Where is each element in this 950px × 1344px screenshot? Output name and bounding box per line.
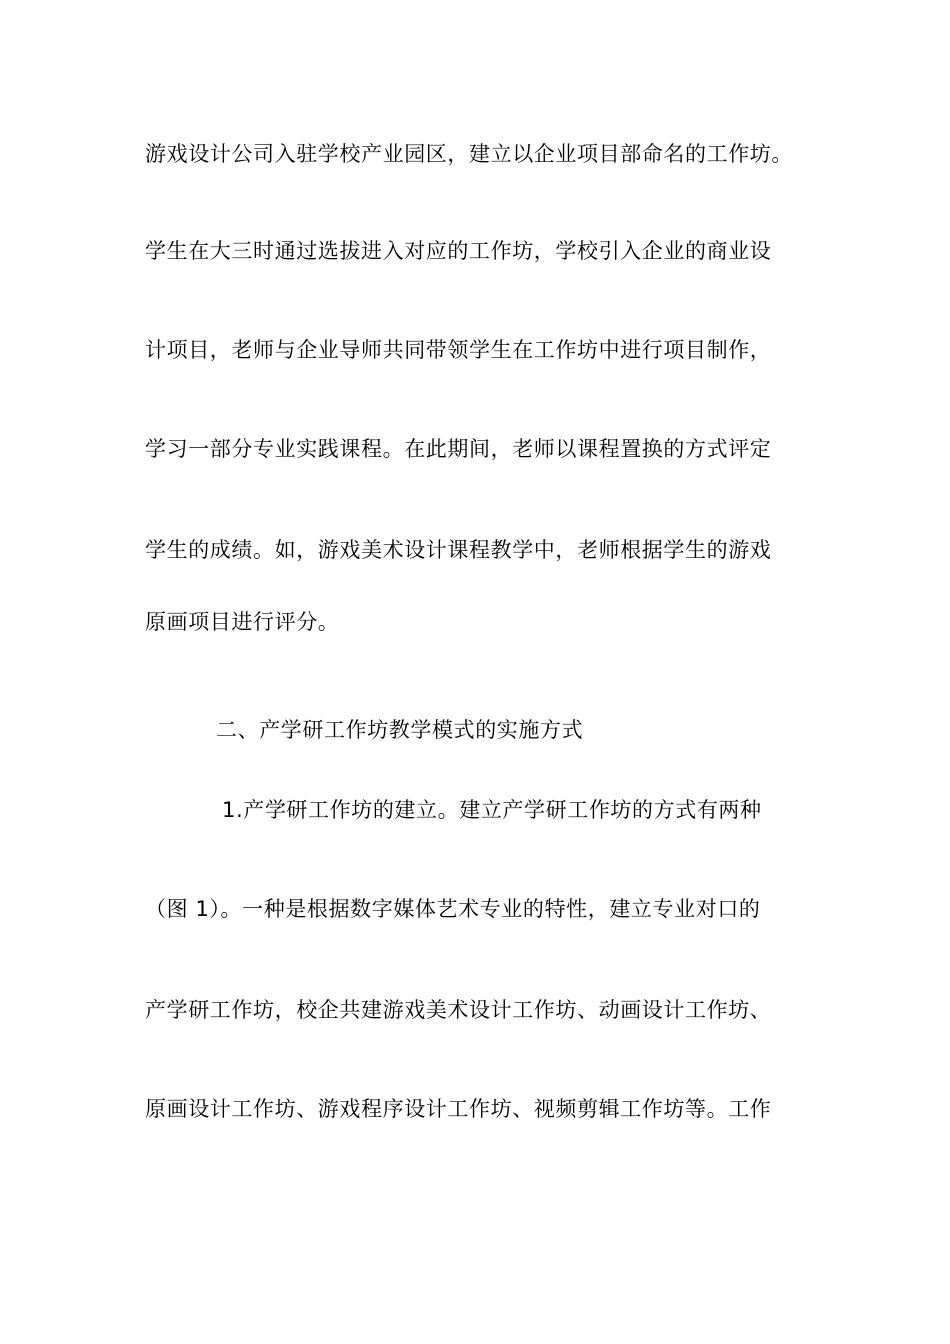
paragraph-line: 计项目，老师与企业导师共同带领学生在工作坊中进行项目制作， [145,338,772,362]
section-heading: 二、产学研工作坊教学模式的实施方式 [216,718,584,742]
list-item-line: 产学研工作坊，校企共建游戏美术设计工作坊、动画设计工作坊、 [145,998,772,1022]
paragraph-line: 学生在大三时通过选拔进入对应的工作坊，学校引入企业的商业设 [145,239,772,263]
paragraph-line: 学生的成绩。如，游戏美术设计课程教学中，老师根据学生的游戏 [145,538,772,562]
list-item-line: （图 1）。一种是根据数字媒体艺术专业的特性，建立专业对口的 [145,897,761,921]
paragraph-line: 学习一部分专业实践课程。在此期间，老师以课程置换的方式评定 [145,437,772,461]
paragraph-line: 游戏设计公司入驻学校产业园区，建立以企业项目部命名的工作坊。 [145,142,793,166]
list-item-line: 原画设计工作坊、游戏程序设计工作坊、视频剪辑工作坊等。工作 [145,1097,772,1121]
list-item-line: 1.产学研工作坊的建立。建立产学研工作坊的方式有两种 [222,798,762,822]
paragraph-line: 原画项目进行评分。 [145,610,340,634]
